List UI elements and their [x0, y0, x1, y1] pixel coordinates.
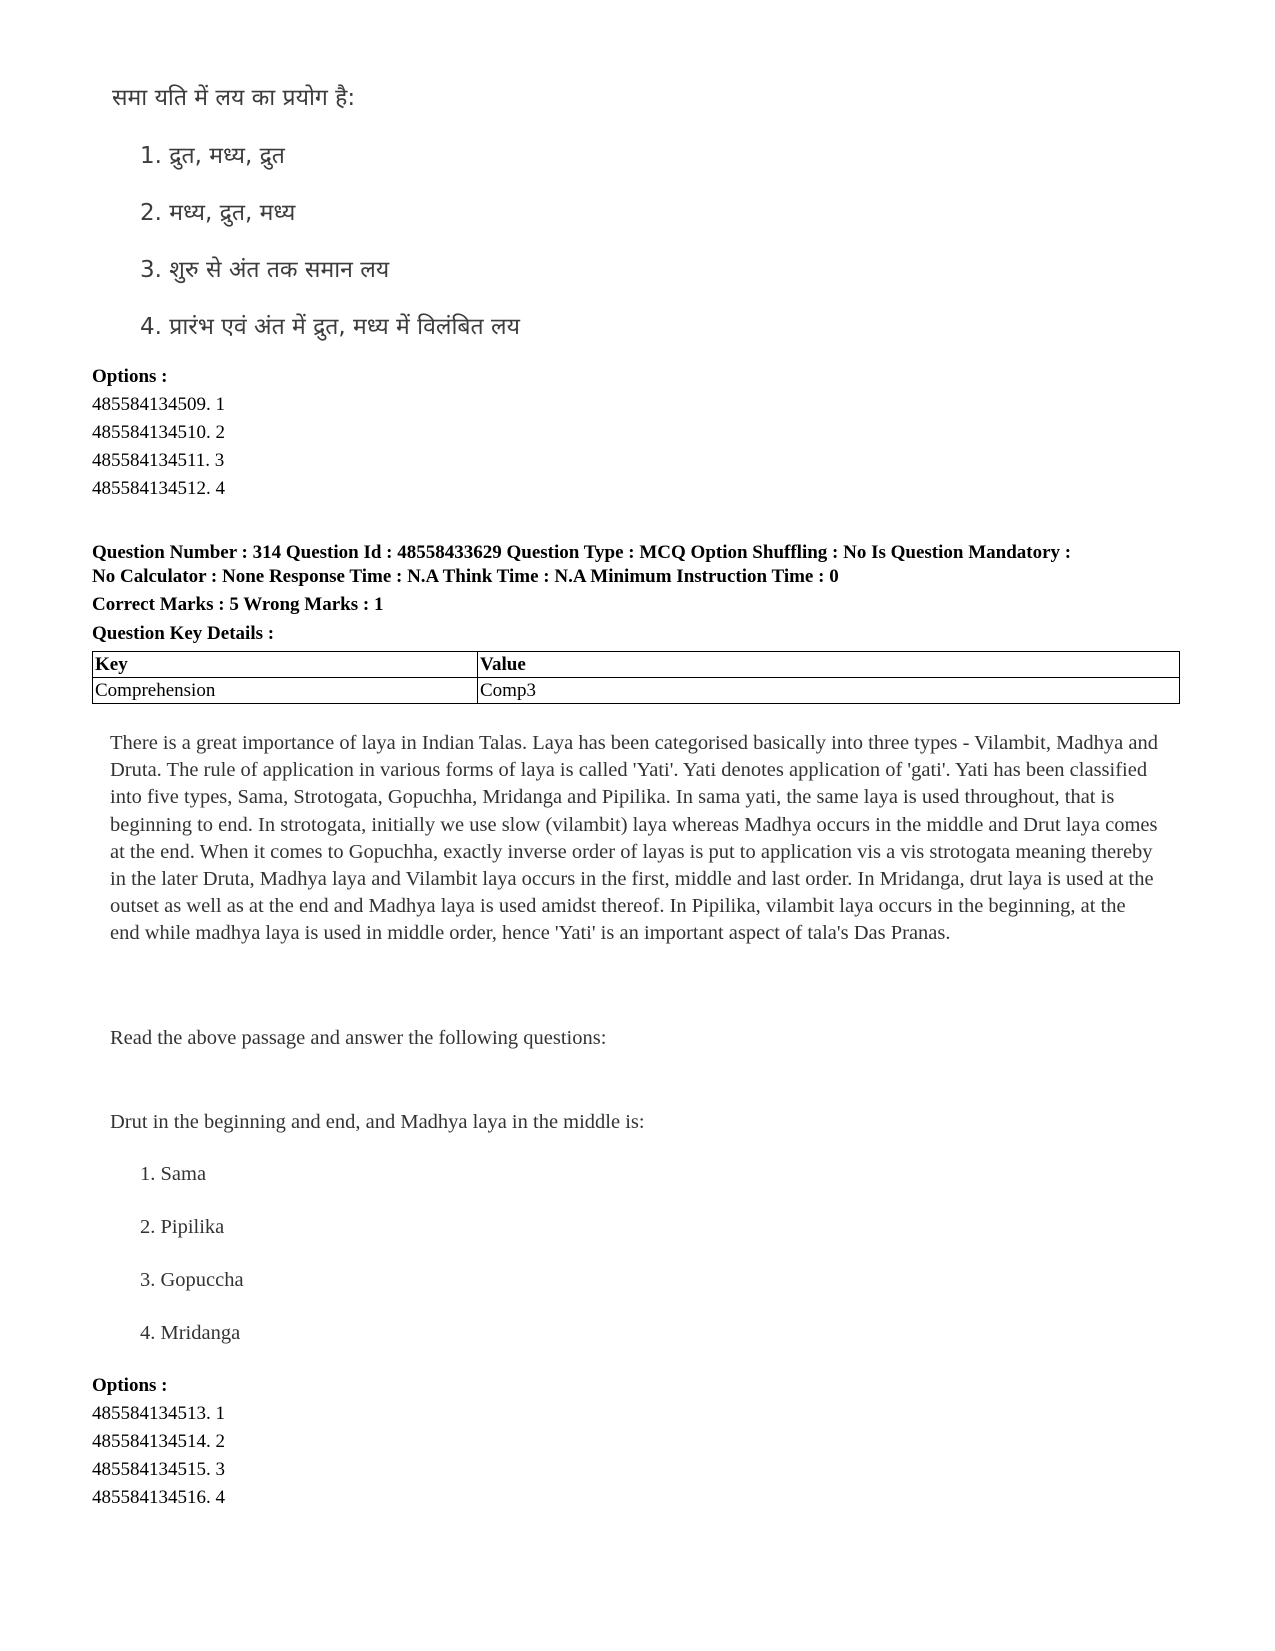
hindi-option-3: 3. शुरु से अंत तक समान लय — [140, 257, 390, 283]
answer-option-4: 4. Mridanga — [140, 1322, 241, 1344]
comprehension-passage: There is a great importance of laya in Indian Talas. Laya has been categorised basically into three types - Vilambit, Madhya and Druta. The rule of application in various forms of laya is called 'Yati'. Yati denotes application of 'gati'. Yati has been classified into five types, Sama, Strotogata, Gopuchha, Mridanga and Pipilika. In sama yati, the same laya is used throughout, that is beginning to end. In strotogata, initially we use slow (vilambit) laya whereas Madhya occurs in the middle and Drut laya comes at the end. When it comes to Gopuchha, exactly inverse order of layas is put to application vis a vis strotogata meaning thereby in the later Druta, Madhya laya and Vilambit laya occurs in the first, middle and last order. In Mridanga, drut laya is used at the outset as well as at the end and Madhya laya is used amidst thereof. In Pipilika, vilambit laya occurs in the beginning, at the end while madhya laya is used in middle order, hence 'Yati' is an important aspect of tala's Das Pranas. — [110, 732, 1158, 945]
options-label-1: Options : — [92, 366, 168, 387]
hindi-question-stem: समा यति में लय का प्रयोग है: — [112, 85, 356, 111]
option-id-1: 485584134509. 1 — [92, 394, 225, 415]
instruction-text: Read the above passage and answer the following questions: — [110, 1027, 607, 1049]
option-id-2: 485584134510. 2 — [92, 422, 225, 443]
question-stem: Drut in the beginning and end, and Madhya laya in the middle is: — [110, 1111, 645, 1133]
table-row — [93, 678, 1180, 704]
hindi-option-2: 2. मध्य, द्रुत, मध्य — [140, 200, 296, 226]
question-meta-line-2: No Calculator : None Response Time : N.A Think Time : N.A Minimum Instruction Time : 0 — [92, 566, 839, 587]
hindi-option-4: 4. प्रारंभ एवं अंत में द्रुत, मध्य में विलंबित लय — [140, 314, 520, 340]
key-table — [92, 651, 1180, 704]
key-details-label: Question Key Details : — [92, 623, 275, 644]
value-header: Value — [478, 652, 1180, 678]
option-id-1: 485584134513. 1 — [92, 1403, 225, 1424]
key-header: Key — [93, 652, 478, 678]
question-meta-line-1: Question Number : 314 Question Id : 48558433629 Question Type : MCQ Option Shuffling : No Is Question Mandatory : — [92, 542, 1072, 563]
answer-option-3: 3. Gopuccha — [140, 1269, 244, 1291]
option-id-3: 485584134511. 3 — [92, 450, 225, 471]
option-id-4: 485584134512. 4 — [92, 478, 225, 499]
answer-option-1: 1. Sama — [140, 1163, 207, 1185]
value-cell: Comp3 — [478, 678, 1180, 704]
key-table-header-row — [93, 652, 1180, 678]
option-id-2: 485584134514. 2 — [92, 1431, 225, 1452]
hindi-option-1: 1. द्रुत, मध्य, द्रुत — [140, 143, 285, 169]
key-cell: Comprehension — [93, 678, 478, 704]
option-id-4: 485584134516. 4 — [92, 1487, 225, 1508]
option-id-3: 485584134515. 3 — [92, 1459, 225, 1480]
marks-line: Correct Marks : 5 Wrong Marks : 1 — [92, 594, 384, 615]
options-label-2: Options : — [92, 1375, 168, 1396]
answer-option-2: 2. Pipilika — [140, 1216, 225, 1238]
